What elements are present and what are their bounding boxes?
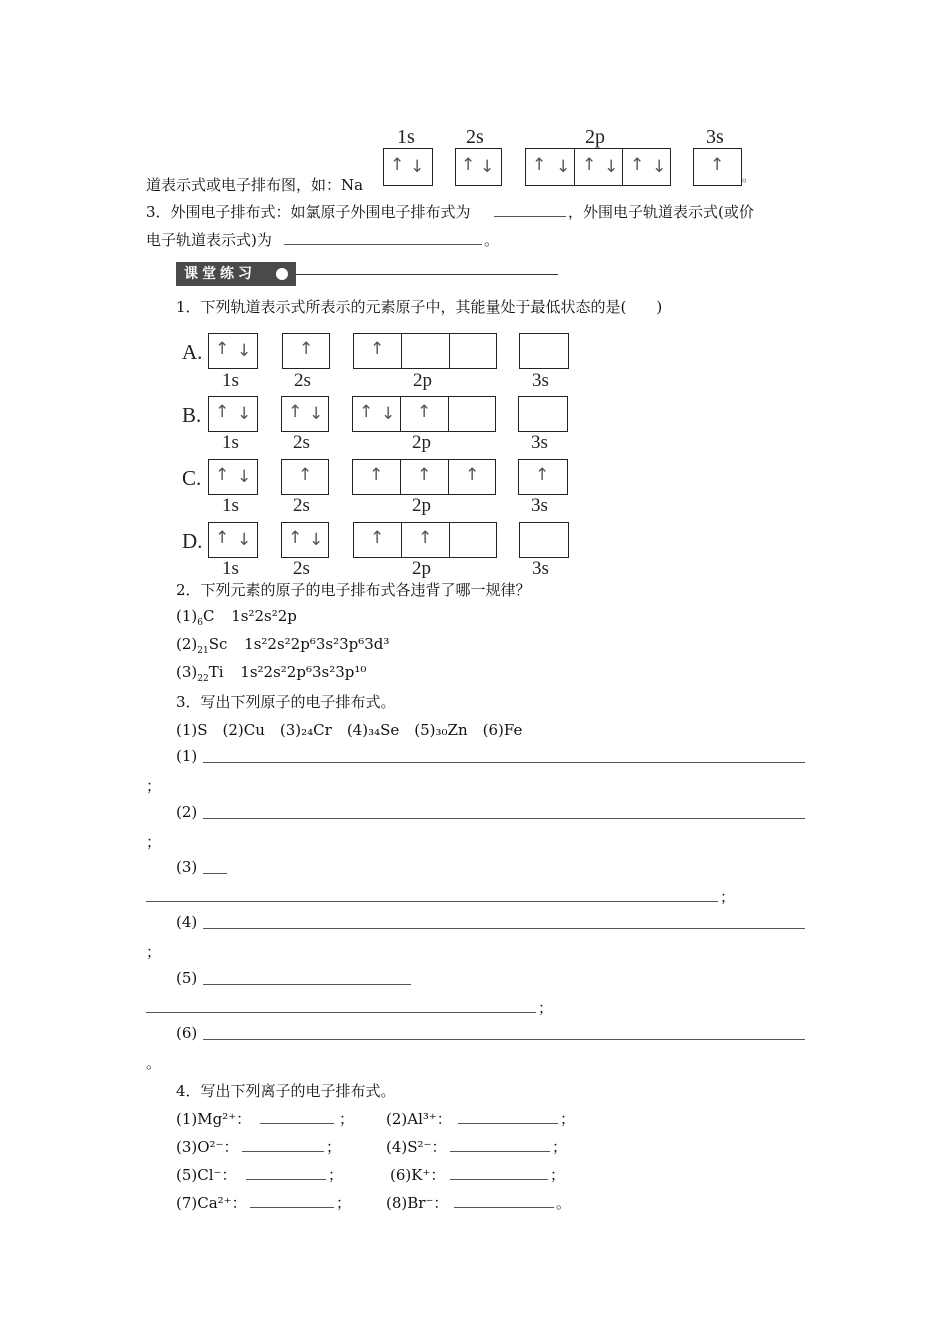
option-c-label: C. <box>182 466 202 490</box>
element-symbol: C <box>202 607 215 625</box>
q4-item-7: (7)Ca²⁺： <box>176 1194 247 1212</box>
down-arrow-icon: ↓ <box>237 341 252 361</box>
na-label-3s: 3s <box>706 126 724 148</box>
option-d-2s <box>281 522 329 558</box>
option-c-1s <box>208 459 258 495</box>
down-arrow-icon: ↓ <box>237 467 252 487</box>
option-c-label-3s: 3s <box>531 495 548 516</box>
q3-stem: 3．写出下列原子的电子排布式。 <box>176 693 396 711</box>
q3-answer-4-label: (4) <box>176 913 198 931</box>
option-c-label-2s: 2s <box>293 495 310 516</box>
up-arrow-icon: ↑ <box>370 528 385 548</box>
option-a-3s <box>519 333 569 369</box>
q3-answer-3-blank-a[interactable] <box>203 873 227 874</box>
q3-answer-6-blank[interactable] <box>203 1039 805 1040</box>
down-arrow-icon: ↓ <box>309 530 324 550</box>
down-arrow-icon: ↓ <box>410 157 425 177</box>
q4-item-2-end: ； <box>560 1110 576 1128</box>
option-c-2s <box>281 459 329 495</box>
intro-blank-1[interactable] <box>494 216 566 217</box>
option-d-1s <box>208 522 258 558</box>
option-a-1s <box>208 333 258 369</box>
q2-item-1 <box>176 607 297 628</box>
up-arrow-icon: ↑ <box>582 155 597 175</box>
element-symbol: Sc <box>208 635 228 653</box>
option-b-label: B. <box>182 403 202 427</box>
q4-item-3-blank[interactable] <box>242 1151 324 1152</box>
electron-config: 1s²2s²2p⁶3s²3p¹⁰ <box>240 663 367 681</box>
q4-item-4-end: ； <box>552 1138 568 1156</box>
intro-item3-line2: 电子轨道表示式)为 <box>146 231 272 249</box>
q3-answer-1-end: ； <box>146 777 162 795</box>
down-arrow-icon: ↓ <box>604 157 619 177</box>
q2-stem: 2．下列元素的原子的电子排布式各违背了哪一规律？ <box>176 581 531 599</box>
up-arrow-icon: ↑ <box>417 465 432 485</box>
down-arrow-icon: ↓ <box>309 404 324 424</box>
intro-item3-line1: 3．外围电子排布式：如氯原子外围电子排布式为 <box>146 203 471 221</box>
na-box-1s <box>383 148 433 186</box>
q4-item-4: (4)S²⁻： <box>386 1138 447 1156</box>
q3-answer-2-blank[interactable] <box>203 818 805 819</box>
q4-item-5: (5)Cl⁻： <box>176 1166 237 1184</box>
q4-item-6: (6)K⁺： <box>390 1166 446 1184</box>
q3-answer-6-end: 。 <box>146 1054 162 1072</box>
down-arrow-icon: ↓ <box>556 157 571 177</box>
q3-list: (1)S (2)Cu (3)₂₄Cr (4)₃₄Se (5)₃₀Zn (6)Fe <box>176 721 523 739</box>
option-b-label-3s: 3s <box>531 432 548 453</box>
up-arrow-icon: ↑ <box>288 402 303 422</box>
option-b-2p <box>352 396 496 432</box>
q4-item-5-blank[interactable] <box>246 1179 326 1180</box>
q4-item-8-blank[interactable] <box>454 1207 554 1208</box>
q4-item-6-end: ； <box>550 1166 566 1184</box>
intro-line-1: 道表示式或电子排布图，如：Na <box>146 176 364 194</box>
banner-dot-icon <box>276 268 288 280</box>
option-a-2p <box>353 333 497 369</box>
up-arrow-icon: ↑ <box>359 402 374 422</box>
option-c-label-2p: 2p <box>412 495 431 516</box>
q1-stem: 1．下列轨道表示式所表示的元素原子中，其能量处于最低状态的是( ) <box>176 298 663 316</box>
up-arrow-icon: ↑ <box>369 465 384 485</box>
q4-item-3-end: ； <box>326 1138 342 1156</box>
q4-item-7-end: ； <box>336 1194 352 1212</box>
q4-item-2-blank[interactable] <box>458 1123 558 1124</box>
option-b-3s <box>518 396 568 432</box>
q4-item-5-end: ； <box>328 1166 344 1184</box>
na-box-3s <box>693 148 742 186</box>
down-arrow-icon: ↓ <box>237 404 252 424</box>
option-a-label-2s: 2s <box>294 370 311 391</box>
option-a-label-2p: 2p <box>413 370 432 391</box>
option-b-2s <box>281 396 329 432</box>
up-arrow-icon: ↑ <box>390 155 405 175</box>
up-arrow-icon: ↑ <box>215 402 230 422</box>
option-d-label-2p: 2p <box>412 558 431 579</box>
q3-answer-3-label: (3) <box>176 858 198 876</box>
q4-item-1: (1)Mg²⁺： <box>176 1110 252 1128</box>
section-banner: 课堂练习 <box>176 262 296 286</box>
up-arrow-icon: ↑ <box>418 528 433 548</box>
up-arrow-icon: ↑ <box>215 339 230 359</box>
q3-answer-4-end: ； <box>146 943 162 961</box>
q4-stem: 4．写出下列离子的电子排布式。 <box>176 1082 396 1100</box>
intro-end-mark: 。 <box>742 170 755 184</box>
q3-answer-6-label: (6) <box>176 1024 198 1042</box>
up-arrow-icon: ↑ <box>461 155 476 175</box>
down-arrow-icon: ↓ <box>480 157 495 177</box>
up-arrow-icon: ↑ <box>215 465 230 485</box>
atomic-number: 21 <box>197 646 209 656</box>
option-d-label-2s: 2s <box>293 558 310 579</box>
electron-config: 1s²2s²2p⁶3s²3p⁶3d³ <box>244 635 390 653</box>
intro-item3-end: 。 <box>484 231 500 249</box>
q3-answer-4-blank[interactable] <box>203 928 805 929</box>
na-label-1s: 1s <box>397 126 415 148</box>
q4-item-8-end: 。 <box>556 1194 572 1212</box>
up-arrow-icon: ↑ <box>710 155 725 175</box>
q3-answer-5-blank-b[interactable] <box>146 1012 536 1013</box>
option-b-label-1s: 1s <box>222 432 239 453</box>
option-a-label-3s: 3s <box>532 370 549 391</box>
option-d-3s <box>519 522 569 558</box>
q2-item-num: (1) <box>176 607 198 625</box>
na-box-2s <box>455 148 502 186</box>
intro-item3-mid: ，外围电子轨道表示式(或价 <box>568 203 754 221</box>
option-b-label-2p: 2p <box>412 432 431 453</box>
atomic-number: 6 <box>197 618 203 628</box>
up-arrow-icon: ↑ <box>532 155 547 175</box>
q3-answer-5-blank-a[interactable] <box>203 984 411 985</box>
up-arrow-icon: ↑ <box>215 528 230 548</box>
q3-answer-5-end: ； <box>538 999 554 1017</box>
option-c-label-1s: 1s <box>222 495 239 516</box>
up-arrow-icon: ↑ <box>370 339 385 359</box>
option-d-label-3s: 3s <box>532 558 549 579</box>
up-arrow-icon: ↑ <box>465 465 480 485</box>
q3-answer-3-blank-b[interactable] <box>146 901 718 902</box>
option-c-2p <box>352 459 496 495</box>
up-arrow-icon: ↑ <box>417 402 432 422</box>
option-a-label-1s: 1s <box>222 370 239 391</box>
option-d-label: D. <box>182 529 203 553</box>
up-arrow-icon: ↑ <box>288 528 303 548</box>
option-d-2p <box>353 522 497 558</box>
q3-answer-1-label: (1) <box>176 747 198 765</box>
q4-item-8: (8)Br⁻： <box>386 1194 449 1212</box>
atomic-number: 22 <box>197 674 209 684</box>
down-arrow-icon: ↓ <box>381 404 396 424</box>
na-label-2p: 2p <box>585 126 605 148</box>
q4-item-4-blank[interactable] <box>450 1151 550 1152</box>
down-arrow-icon: ↓ <box>652 157 667 177</box>
intro-blank-2[interactable] <box>284 244 482 245</box>
q2-item-2 <box>176 635 389 656</box>
electron-config: 1s²2s²2p <box>231 607 297 625</box>
up-arrow-icon: ↑ <box>630 155 645 175</box>
banner-rule <box>296 274 558 275</box>
q4-item-6-blank[interactable] <box>450 1179 548 1180</box>
element-symbol: Ti <box>208 663 224 681</box>
up-arrow-icon: ↑ <box>535 465 550 485</box>
q2-item-num: (2) <box>176 635 198 653</box>
q3-answer-2-end: ； <box>146 833 162 851</box>
up-arrow-icon: ↑ <box>298 465 313 485</box>
q4-item-3: (3)O²⁻： <box>176 1138 239 1156</box>
na-label-2s: 2s <box>466 126 484 148</box>
q3-answer-2-label: (2) <box>176 803 198 821</box>
option-b-label-2s: 2s <box>293 432 310 453</box>
option-d-label-1s: 1s <box>222 558 239 579</box>
down-arrow-icon: ↓ <box>237 530 252 550</box>
option-b-1s <box>208 396 258 432</box>
q2-item-num: (3) <box>176 663 198 681</box>
q3-answer-3-end: ； <box>720 888 736 906</box>
q3-answer-5-label: (5) <box>176 969 198 987</box>
option-c-3s <box>518 459 568 495</box>
q4-item-1-blank[interactable] <box>260 1123 334 1124</box>
up-arrow-icon: ↑ <box>299 339 314 359</box>
q2-item-3 <box>176 663 366 684</box>
q4-item-7-blank[interactable] <box>250 1207 334 1208</box>
option-a-2s <box>282 333 330 369</box>
q4-item-1-end: ； <box>339 1110 355 1128</box>
option-a-label: A. <box>182 340 203 364</box>
na-box-2p <box>525 148 671 186</box>
q3-answer-1-blank[interactable] <box>203 762 805 763</box>
q4-item-2: (2)Al³⁺： <box>386 1110 452 1128</box>
